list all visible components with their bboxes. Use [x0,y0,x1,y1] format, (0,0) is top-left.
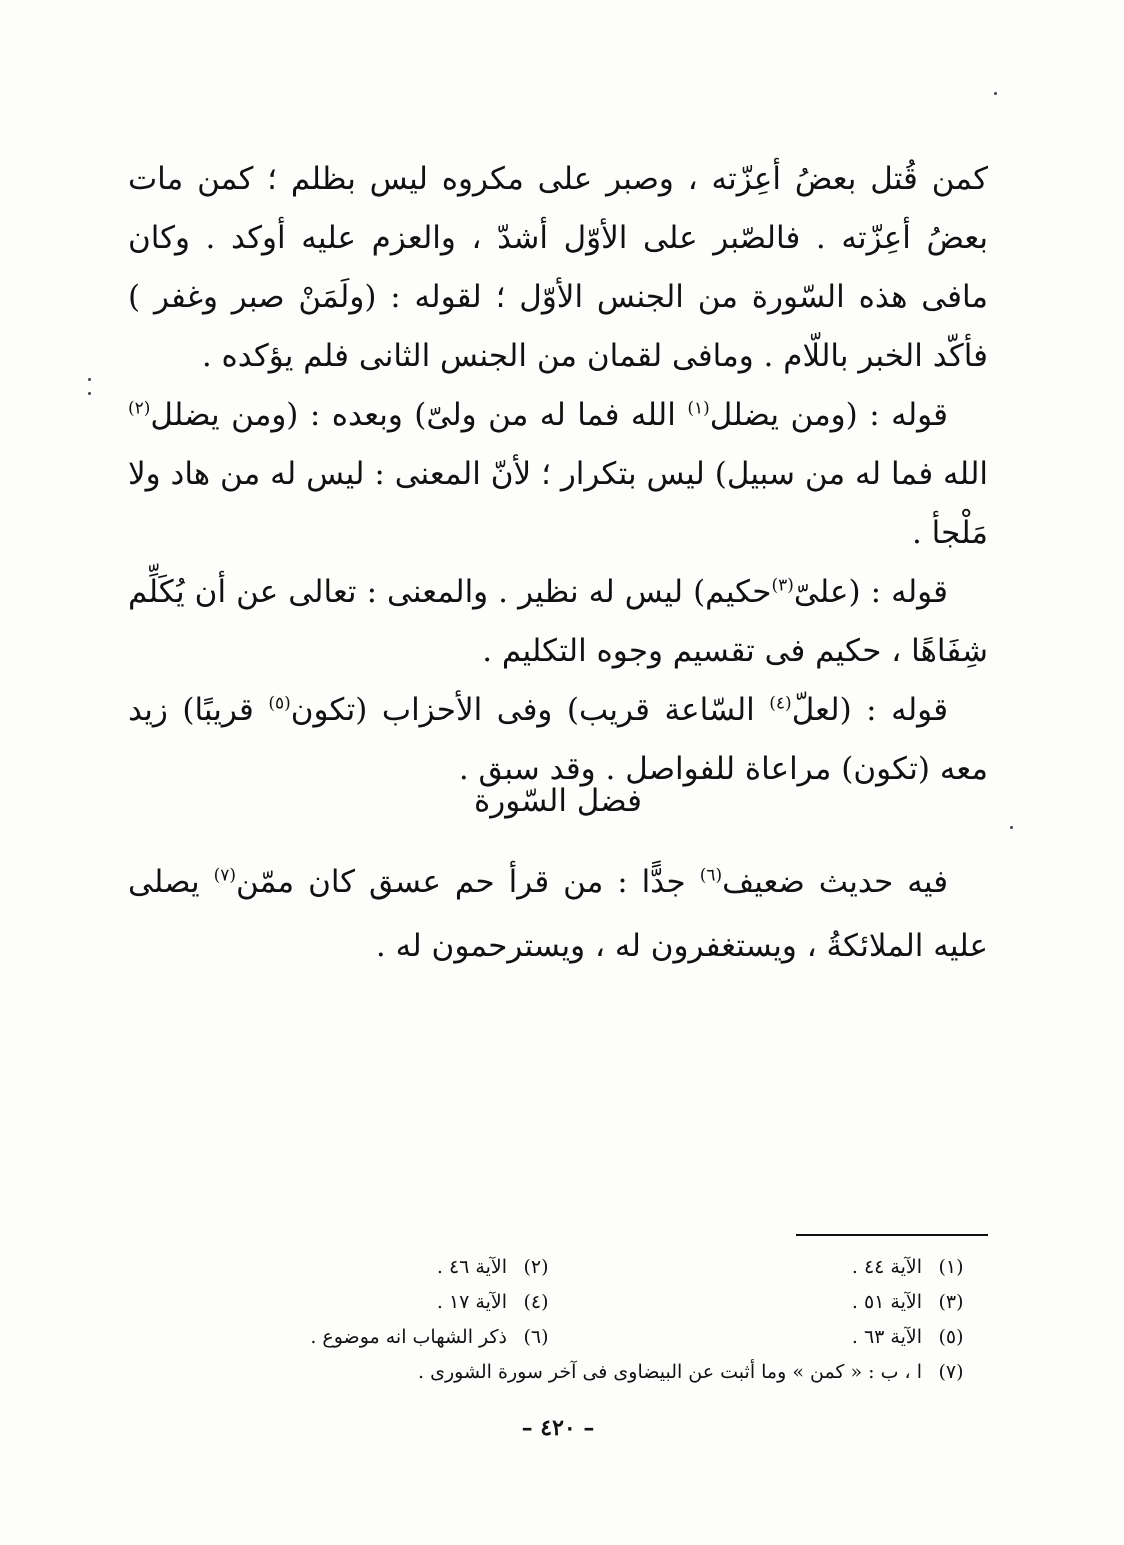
scan-speck [88,392,91,395]
footnote-row [150,1250,980,1285]
paragraph-3 [128,563,988,681]
footnote-text: الآية ٥١ . [851,1291,922,1313]
footnote-text: الآية ٤٤ . [851,1256,922,1278]
footnote-4 [150,1285,565,1320]
footnote-number: (٤) [523,1291,549,1313]
text-run: السّاعة قريب) وفى الأحزاب (تكون [290,692,755,728]
footnote-divider [796,1234,988,1236]
text-run: قوله : (لعلّ [791,692,949,728]
scan-speck [994,92,997,95]
footnote-text: ذكر الشهاب انه موضوع . [310,1326,507,1348]
footnote-number: (٦) [523,1326,549,1348]
footnote-number: (٧) [938,1361,964,1383]
footnote-ref: (٤) [769,693,792,714]
text-run: قريبًا) زيد معه (تكون) مراعاة للفواصل . وقد سبق . [128,692,988,787]
footnote-ref: (١) [687,398,710,419]
main-text [128,150,988,799]
footnote-2 [150,1250,565,1285]
footnote-1 [565,1250,980,1285]
text-line: السّورة من الجنس الأوّل ؛ لقوله : (ولَمَنْ صبر وغفر ) فأكّد الخبر باللّام . [128,279,988,374]
footnote-row [150,1285,980,1320]
footnote-text: الآية ٦٣ . [851,1326,922,1348]
footnote-3 [565,1285,980,1320]
footnote-ref: (٢) [128,398,151,419]
footnote-number: (٣) [938,1291,964,1313]
footnote-row [150,1320,980,1355]
scan-speck [1010,826,1013,829]
footnote-ref: (٧) [213,865,236,886]
footnote-number: (١) [938,1256,964,1278]
text-run: الله فما له من سبيل) ليس بتكرار ؛ لأنّ المعنى : ليس له من هاد ولا مَلْجأ . [128,456,988,551]
footnote-ref: (٦) [699,865,723,886]
footnote-7 [418,1355,980,1390]
text-run: الله فما له من ولىّ) وبعده : (ومن يضلل [150,397,676,433]
paragraph-1 [128,150,988,386]
text-run: جدًّا : من قرأ حم عسق كان ممّن [236,864,686,900]
text-line: أعِزّته . فالصّبر على الأوّل أشدّ ، والعزم عليه أوكد . وكان مافى هذه [128,220,988,315]
text-line: ومافى لقمان من الجنس الثانى فلم يؤكده . [201,338,754,374]
page-number: – ٤٢٠ – [521,1415,595,1441]
footnote-number: (٢) [523,1256,549,1278]
footnote-ref: (٣) [771,575,794,596]
text-line: كمن قُتل بعضُ أعِزّته ، وصبر على مكروه ليس بظلم ؛ كمن مات بعضُ [128,161,988,256]
footnote-6 [150,1320,565,1355]
text-run: فيه حديث ضعيف [722,864,949,900]
section-text [128,850,988,978]
footnote-number: (٥) [938,1326,964,1348]
footnote-ref: (٥) [268,693,291,714]
footnote-row [150,1355,980,1390]
footnotes [150,1250,980,1390]
footnote-5 [565,1320,980,1355]
paragraph-2 [128,386,988,563]
text-run: قوله : (ومن يضلل [709,397,949,433]
paragraph-5 [128,850,988,978]
text-run: يصلى عليه الملائكةُ ، ويستغفرون له ، ويسترحمون له . [128,864,988,964]
text-run: قوله : (علىّ [793,574,948,610]
section-heading: فضل السّورة [474,783,642,819]
scan-speck [88,378,91,381]
text-run: حكيم) ليس له نظير . والمعنى : تعالى عن أن يُكَلِّم شِفَاهًا ، حكيم فى تقسيم وجوه التكليم . [128,574,988,669]
footnote-text: الآية ١٧ . [436,1291,507,1313]
footnote-text: الآية ٤٦ . [436,1256,507,1278]
footnote-text: ا ، ب : « كمن » وما أثبت عن البيضاوى فى آخر سورة الشورى . [418,1361,922,1383]
